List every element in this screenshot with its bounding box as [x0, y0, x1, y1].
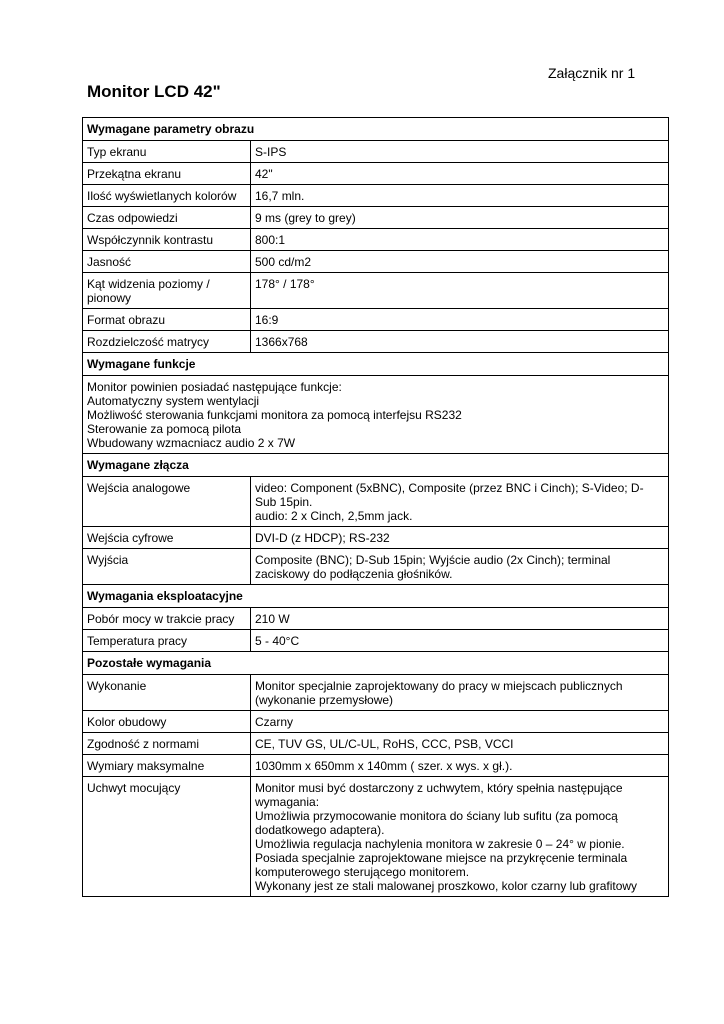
row-value: 178° / 178° — [251, 273, 669, 309]
row-value: 500 cd/m2 — [251, 251, 669, 273]
row-value — [251, 675, 669, 711]
table-row — [83, 608, 669, 630]
document-title: Monitor LCD 42" — [87, 82, 221, 101]
value-line: CE, TUV GS, UL/C-UL, RoHS, CCC, PSB, VCCI — [255, 737, 514, 751]
section-other-title: Pozostałe wymagania — [83, 652, 669, 675]
value-line: Monitor musi być dostarczony z uchwytem, który spełnia następujące wymagania: — [255, 781, 623, 809]
value-line: Wykonany jest ze stali malowanej proszkowo, kolor czarny lub grafitowy — [255, 879, 638, 893]
section-connectors-title: Wymagane złącza — [83, 454, 669, 477]
row-label: Czas odpowiedzi — [83, 207, 251, 229]
table-row — [83, 273, 669, 309]
row-value: 800:1 — [251, 229, 669, 251]
value-line: Umożliwia regulacja nachylenia monitora w zakresie 0 – 24° w pionie. — [255, 837, 625, 851]
value-line: Composite (BNC); D-Sub 15pin; Wyjście audio (2x Cinch); terminal zaciskowy do podłączenia głośników. — [255, 553, 611, 581]
value-line: Monitor specjalnie zaprojektowany do pracy w miejscach publicznych (wykonanie przemysłowe) — [255, 679, 623, 707]
table-row — [83, 675, 669, 711]
row-value — [251, 549, 669, 585]
row-value — [251, 477, 669, 527]
value-line: 1030mm x 650mm x 140mm ( szer. x wys. x gł.). — [255, 759, 513, 773]
section-header-row — [83, 652, 669, 675]
table-row — [83, 711, 669, 733]
section-image-title: Wymagane parametry obrazu — [83, 118, 669, 141]
section-header-row — [83, 454, 669, 477]
row-label: Temperatura pracy — [83, 630, 251, 652]
row-label: Rozdzielczość matrycy — [83, 331, 251, 353]
row-label: Wejścia analogowe — [83, 477, 251, 527]
row-label: Typ ekranu — [83, 141, 251, 163]
row-label: Pobór mocy w trakcie pracy — [83, 608, 251, 630]
row-value: 16,7 mln. — [251, 185, 669, 207]
functions-line: Sterowanie za pomocą pilota — [87, 422, 242, 436]
row-value — [251, 733, 669, 755]
row-value — [251, 777, 669, 897]
table-row — [83, 185, 669, 207]
table-row — [83, 755, 669, 777]
row-value — [251, 527, 669, 549]
row-value: 42" — [251, 163, 669, 185]
functions-list — [83, 376, 669, 454]
value-line: DVI-D (z HDCP); RS-232 — [255, 531, 390, 545]
row-value: 9 ms (grey to grey) — [251, 207, 669, 229]
row-label: Zgodność z normami — [83, 733, 251, 755]
table-row — [83, 477, 669, 527]
table-row — [83, 331, 669, 353]
row-label: Wyjścia — [83, 549, 251, 585]
functions-line: Automatyczny system wentylacji — [87, 394, 260, 408]
value-line: video: Component (5xBNC), Composite (przez BNC i Cinch); S-Video; D-Sub 15pin. — [255, 481, 644, 509]
row-value: 16:9 — [251, 309, 669, 331]
row-label: Wykonanie — [83, 675, 251, 711]
spec-table — [82, 117, 669, 897]
row-label: Ilość wyświetlanych kolorów — [83, 185, 251, 207]
row-label: Kąt widzenia poziomy / pionowy — [83, 273, 251, 309]
value-line: Czarny — [255, 715, 294, 729]
table-row — [83, 309, 669, 331]
row-value — [251, 755, 669, 777]
row-label: Przekątna ekranu — [83, 163, 251, 185]
functions-line: Monitor powinien posiadać następujące funkcje: — [87, 380, 342, 394]
table-row — [83, 630, 669, 652]
table-row — [83, 376, 669, 454]
row-label: Współczynnik kontrastu — [83, 229, 251, 251]
row-value: 1366x768 — [251, 331, 669, 353]
row-value: S-IPS — [251, 141, 669, 163]
row-value: 210 W — [251, 608, 669, 630]
value-line: audio: 2 x Cinch, 2,5mm jack. — [255, 509, 413, 523]
table-row — [83, 141, 669, 163]
table-row — [83, 777, 669, 897]
functions-line: Możliwość sterowania funkcjami monitora za pomocą interfejsu RS232 — [87, 408, 462, 422]
table-row — [83, 527, 669, 549]
section-header-row — [83, 353, 669, 376]
section-header-row — [83, 585, 669, 608]
row-label: Wymiary maksymalne — [83, 755, 251, 777]
table-row — [83, 251, 669, 273]
table-row — [83, 733, 669, 755]
functions-line: Wbudowany wzmacniacz audio 2 x 7W — [87, 436, 296, 450]
section-operation-title: Wymagania eksploatacyjne — [83, 585, 669, 608]
table-row — [83, 163, 669, 185]
table-row — [83, 549, 669, 585]
section-functions-title: Wymagane funkcje — [83, 353, 669, 376]
section-header-row — [83, 118, 669, 141]
row-label: Kolor obudowy — [83, 711, 251, 733]
row-value: 5 - 40°C — [251, 630, 669, 652]
table-row — [83, 229, 669, 251]
row-label: Format obrazu — [83, 309, 251, 331]
row-label: Jasność — [83, 251, 251, 273]
row-label: Wejścia cyfrowe — [83, 527, 251, 549]
annex-label: Załącznik nr 1 — [548, 65, 636, 81]
row-label: Uchwyt mocujący — [83, 777, 251, 897]
row-value — [251, 711, 669, 733]
table-row — [83, 207, 669, 229]
value-line: Posiada specjalnie zaprojektowane miejsce na przykręcenie terminala komputerowego sterującego monitorem. — [255, 851, 628, 879]
value-line: Umożliwia przymocowanie monitora do ściany lub sufitu (za pomocą dodatkowego adaptera). — [255, 809, 618, 837]
